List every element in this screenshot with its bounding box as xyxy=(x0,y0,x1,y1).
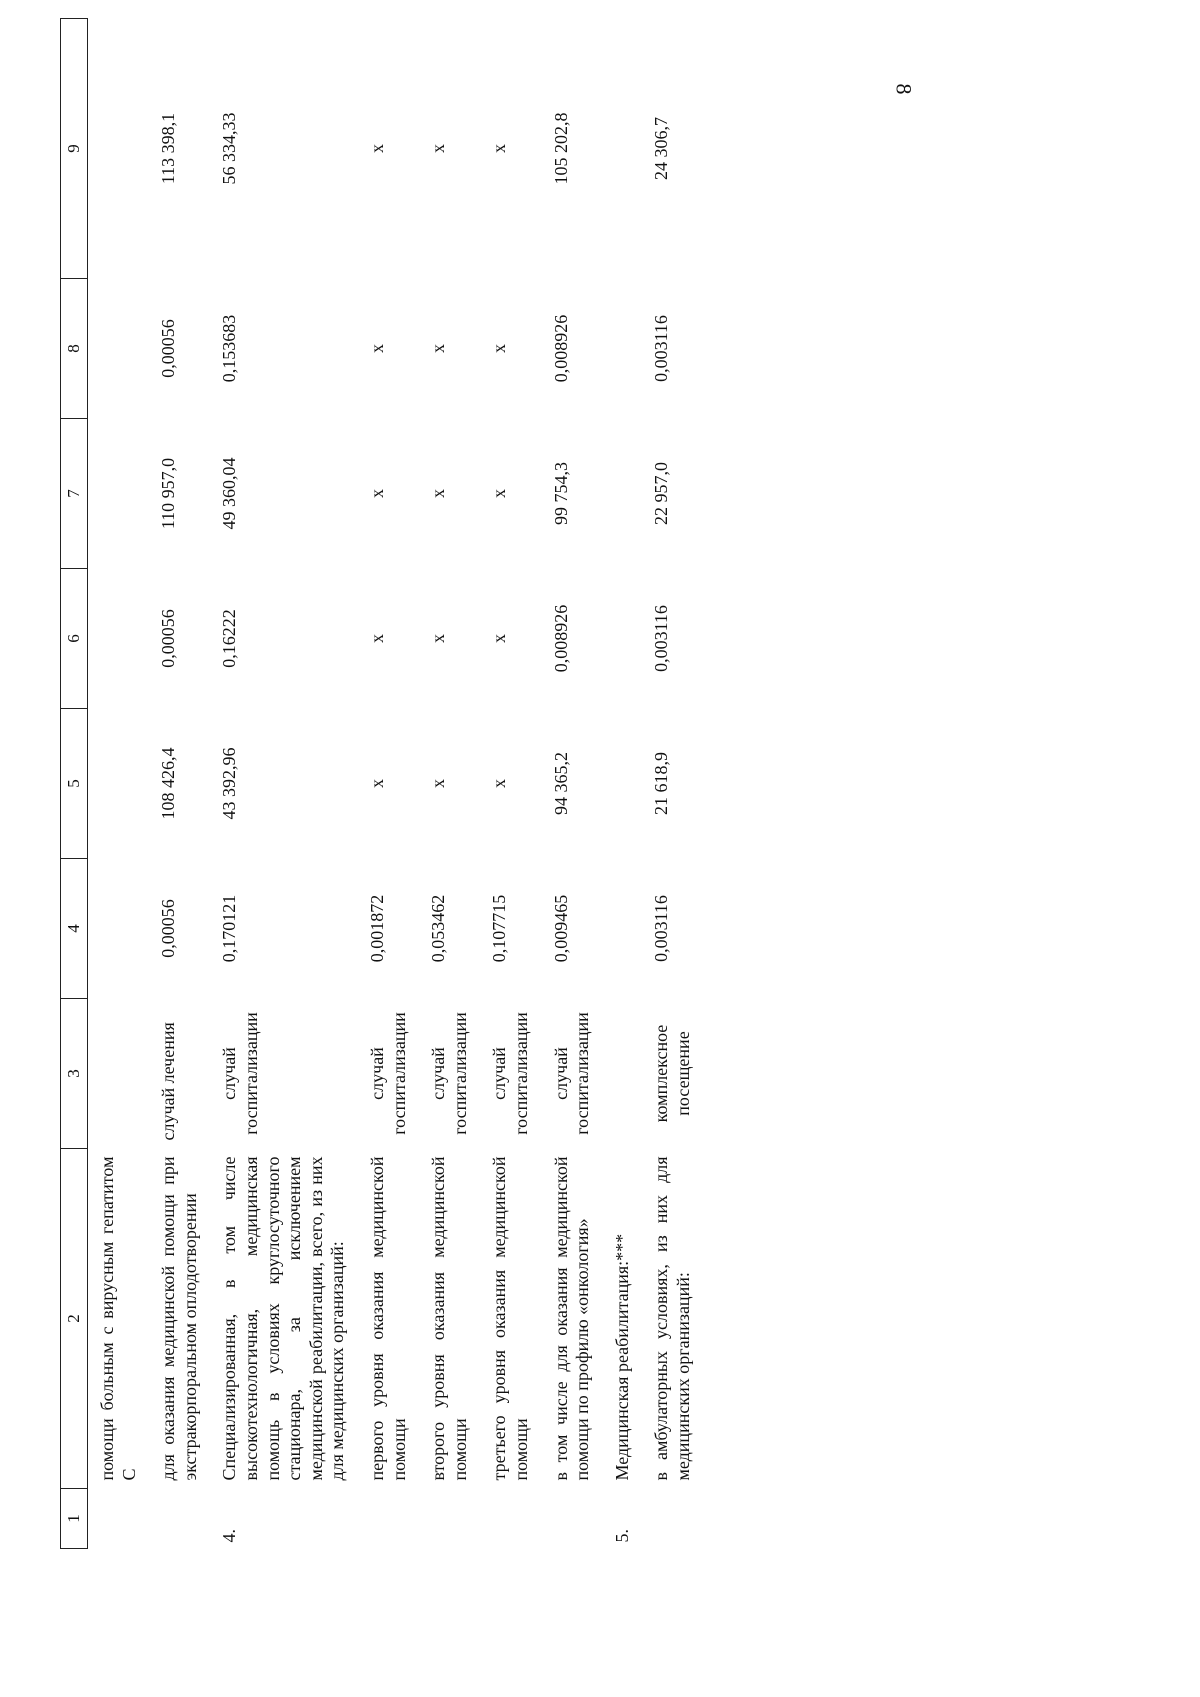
table-row xyxy=(210,19,358,1549)
row-label: первого уровня оказания медицинской помощи xyxy=(366,1156,409,1481)
row-unit: случай госпитализации xyxy=(550,1012,593,1135)
table-row xyxy=(419,19,480,1549)
cell-col8: 0,003116 xyxy=(651,315,672,382)
row-label: Специализированная, в том числе высокотехнологичная, медицинская помощь в условиях круглосуточного стационара, за исключением медицинской реабилитации, всего, из них для медицинских организаций: xyxy=(219,1156,348,1481)
table-row xyxy=(603,19,643,1549)
cell-col6: х xyxy=(489,634,510,643)
row-unit: случай госпитализации xyxy=(366,1012,409,1135)
row-unit: случай госпитализации xyxy=(219,1012,261,1135)
cell-col6: х xyxy=(366,634,387,643)
row-label: помощи больным с вирусным гепатитом С xyxy=(97,1156,139,1481)
table-row xyxy=(88,19,150,1549)
cell-col7: 99 754,3 xyxy=(550,462,571,525)
cell-col8: 0,008926 xyxy=(550,314,571,383)
cell-col9: х xyxy=(489,144,510,153)
row-label: в амбулаторных условиях, из них для медицинских организаций: xyxy=(651,1156,693,1481)
column-header-6: 6 xyxy=(61,569,88,709)
cell-col4: 0,107715 xyxy=(489,894,510,963)
column-header-4: 4 xyxy=(61,859,88,999)
row-number xyxy=(542,1489,603,1549)
cell-col5: 108 426,4 xyxy=(158,747,179,820)
cell-col4 xyxy=(603,859,643,999)
cell-col8: 0,153683 xyxy=(219,314,240,383)
cell-col5 xyxy=(603,709,643,859)
cell-col9: 56 334,33 xyxy=(219,112,240,185)
cell-col7: х xyxy=(366,489,387,498)
cell-col9: 24 306,7 xyxy=(651,117,672,180)
cell-col6: 0,008926 xyxy=(550,604,571,673)
row-number xyxy=(419,1489,480,1549)
cell-col4: 0,00056 xyxy=(158,899,179,958)
cell-col8: 0,00056 xyxy=(158,319,179,378)
cell-col5: 43 392,96 xyxy=(219,747,240,820)
table-row xyxy=(642,19,703,1549)
cell-col4: 0,001872 xyxy=(366,894,387,963)
cell-col7: х xyxy=(428,489,449,498)
row-unit: случай госпитализации xyxy=(428,1012,470,1135)
rotated-table-container xyxy=(60,19,940,1549)
column-header-1: 1 xyxy=(61,1489,88,1549)
row-label: в том числе для оказания медицинской помощи по профилю «онкология» xyxy=(550,1156,593,1481)
table-row xyxy=(358,19,419,1549)
row-number: 4. xyxy=(219,1529,240,1543)
cell-col8: х xyxy=(428,344,449,353)
cell-col5: х xyxy=(489,779,510,788)
cell-col6 xyxy=(88,569,150,709)
cell-col6: 0,00056 xyxy=(158,609,179,668)
cell-col9: 105 202,8 xyxy=(550,112,571,185)
row-number xyxy=(480,1489,541,1549)
cell-col7: х xyxy=(489,489,510,498)
cell-col9 xyxy=(603,19,643,279)
cell-col9: х xyxy=(366,144,387,153)
cell-col9 xyxy=(88,19,150,279)
row-number xyxy=(149,1489,210,1549)
cell-col9: 113 398,1 xyxy=(158,112,179,185)
row-number: 5. xyxy=(611,1529,632,1543)
column-header-8: 8 xyxy=(61,279,88,419)
row-unit: комплексное посещение xyxy=(651,1024,693,1123)
norms-table xyxy=(60,18,703,1549)
cell-col7: 49 360,04 xyxy=(219,457,240,530)
row-number xyxy=(642,1489,703,1549)
row-number xyxy=(358,1489,419,1549)
cell-col7 xyxy=(88,419,150,569)
row-label: второго уровня оказания медицинской помощи xyxy=(428,1156,470,1481)
cell-col8 xyxy=(88,279,150,419)
cell-col9: х xyxy=(428,144,449,153)
table-header xyxy=(61,19,88,1549)
cell-col5: 21 618,9 xyxy=(651,752,672,815)
cell-col5 xyxy=(88,709,150,859)
cell-col8: х xyxy=(366,344,387,353)
row-unit: случай лечения xyxy=(158,1022,179,1141)
table-row xyxy=(542,19,603,1549)
page-number: 8 xyxy=(891,83,917,95)
cell-col4: 0,170121 xyxy=(219,894,240,963)
column-header-5: 5 xyxy=(61,709,88,859)
column-header-7: 7 xyxy=(61,419,88,569)
row-unit xyxy=(88,999,150,1149)
cell-col4 xyxy=(88,859,150,999)
cell-col6: 0,003116 xyxy=(651,605,672,672)
row-label: Медицинская реабилитация:*** xyxy=(611,1233,632,1481)
column-header-9: 9 xyxy=(61,19,88,279)
column-header-3: 3 xyxy=(61,999,88,1149)
table-body xyxy=(88,19,704,1549)
row-label: для оказания медицинской помощи при экстракорпоральном оплодотворении xyxy=(158,1156,200,1481)
row-number xyxy=(88,1489,150,1549)
cell-col4: 0,053462 xyxy=(428,894,449,963)
header-row xyxy=(61,19,88,1549)
cell-col8 xyxy=(603,279,643,419)
cell-col7: 22 957,0 xyxy=(651,462,672,525)
cell-col6: 0,16222 xyxy=(219,609,240,668)
cell-col6 xyxy=(603,569,643,709)
cell-col7: 110 957,0 xyxy=(158,457,179,530)
row-unit: случай госпитализации xyxy=(489,1012,531,1135)
column-header-2: 2 xyxy=(61,1149,88,1489)
cell-col7 xyxy=(603,419,643,569)
cell-col5: х xyxy=(366,779,387,788)
cell-col4: 0,009465 xyxy=(550,894,571,963)
cell-col6: х xyxy=(428,634,449,643)
table-row xyxy=(480,19,541,1549)
cell-col5: х xyxy=(428,779,449,788)
row-unit xyxy=(603,999,643,1149)
row-label: третьего уровня оказания медицинской помощи xyxy=(489,1156,531,1481)
cell-col5: 94 365,2 xyxy=(550,752,571,815)
table-row xyxy=(149,19,210,1549)
cell-col8: х xyxy=(489,344,510,353)
cell-col4: 0,003116 xyxy=(651,895,672,962)
